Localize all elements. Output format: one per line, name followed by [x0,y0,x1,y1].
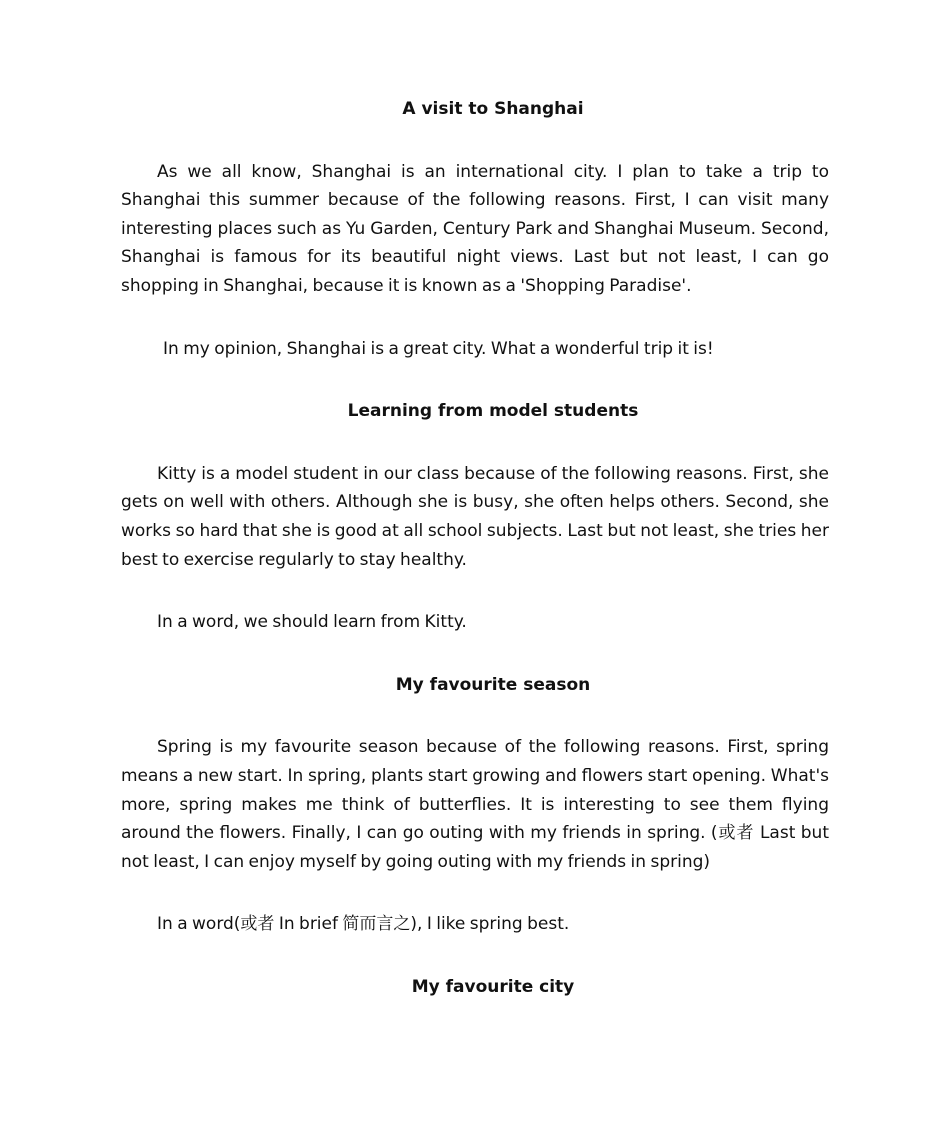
section-paragraph: Spring is my favourite season because of the following reasons. First, spring means a new start. In spring, plants start growing and flowers start opening. What's more, spring makes me think of butterflies. It is interesting to see them flying around the flowers. Finally, I can go outing with my friends in spring. (或者 Last but not least, I can enjoy myself by going outing with my friends in spring) [121,737,829,872]
section-title-shanghai: A visit to Shanghai [402,99,584,119]
section-paragraph: Kitty is a model student in our class because of the following reasons. First, she gets on well with others. Although she is busy, she often helps others. Second, she works so hard that she is good at all school subjects. Last but not least, she tries her best to exercise regularly to stay healthy. [121,463,829,570]
section-title-favourite-city: My favourite city [411,976,575,997]
document-page [121,95,829,1035]
section-title-favourite-season: My favourite season [395,674,591,695]
section-paragraph: In a word, we should learn from Kitty. [157,612,467,633]
section-paragraph: In my opinion, Shanghai is a great city. What a wonderful trip it is! [163,338,714,359]
section-paragraph: As we all know, Shanghai is an international city. I plan to take a trip to Shanghai this summer because of the following reasons. First, I can visit many interesting places such as Yu Garden, Century Park and Shanghai Museum. Second, Shanghai is famous for its beautiful night views. Last but not least, I can go shopping in Shanghai, because it is known as a 'Shopping Paradise'. [121,161,829,296]
section-paragraph: In a word(或者 In brief 简而言之), I like spring best. [157,914,570,935]
section-title-model-students: Learning from model students [347,401,639,422]
